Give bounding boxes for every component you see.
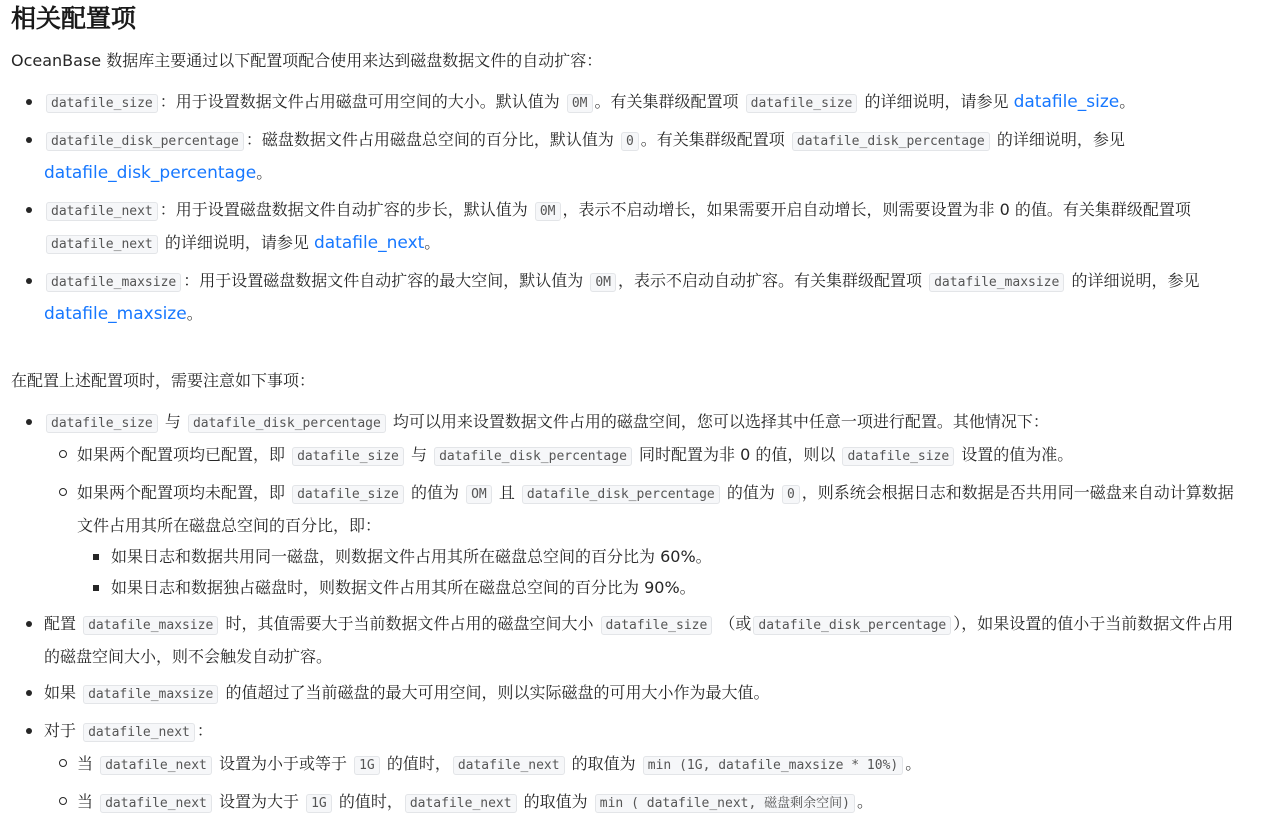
link-datafile-next[interactable]: datafile_next xyxy=(313,233,425,253)
inline-code: 0M xyxy=(590,273,616,292)
inline-code: datafile_maxsize xyxy=(46,273,181,292)
inline-code: datafile_maxsize xyxy=(929,273,1064,292)
section-title: 相关配置项 xyxy=(11,4,137,33)
sub-item-next-le-1g: 当 datafile_next 设置为小于或等于 1G 的值时， datafile_next 的取值为 min (1G, datafile_maxsize * 10%) 。 xyxy=(44,748,1249,781)
list-item-datafile-maxsize: datafile_maxsize ：用于设置磁盘数据文件自动扩容的最大空间，默认值为 0M ，表示不启动自动扩容。有关集群级配置项 datafile_maxsize 的详细说明，参见 datafile_maxsize。 xyxy=(11,265,1249,330)
inline-code: datafile_next xyxy=(46,235,158,254)
inline-code: datafile_maxsize xyxy=(83,685,218,704)
notes-intro-text: 在配置上述配置项时，需要注意如下事项： xyxy=(11,371,316,390)
list-item-datafile-size: datafile_size ：用于设置数据文件占用磁盘可用空间的大小。默认值为 0M 。有关集群级配置项 datafile_size 的详细说明，请参见 datafile_size。 xyxy=(11,86,1249,119)
inline-code: datafile_disk_percentage xyxy=(434,447,632,466)
inline-code: datafile_size xyxy=(842,447,954,466)
sub-list xyxy=(44,439,1249,603)
inline-code: datafile_disk_percentage xyxy=(792,132,990,151)
inline-code: datafile_next xyxy=(100,794,212,813)
sub-sub-list xyxy=(77,541,1249,603)
sub-sub-item-shared-disk: 如果日志和数据共用同一磁盘，则数据文件占用其所在磁盘总空间的百分比为 60%。 xyxy=(77,541,1249,572)
link-datafile-disk-percentage[interactable]: datafile_disk_percentage xyxy=(44,163,257,183)
inline-code: datafile_next xyxy=(46,202,158,221)
inline-code: datafile_size xyxy=(601,616,713,635)
note-item-datafile-next: 对于 datafile_next ： 当 datafile_next 设置为小于或等于 1G 的值时， datafile_next 的取值为 min (1G, datafile_maxsize * 10%) 。 当 datafile_next 设置为大于 1G 的值时， datafile_next 的取值为 min ( datafile_next, 磁盘剩余空间) 。 xyxy=(11,715,1249,819)
inline-code: datafile_size xyxy=(46,414,158,433)
sub-item-neither-configured: 如果两个配置项均未配置，即 datafile_size 的值为 OM 且 datafile_disk_percentage 的值为 0 ，则系统会根据日志和数据是否共用同一磁盘来自动计算数据文件占用其所在磁盘总空间的百分比，即： 如果日志和数据共用同一磁盘，则数据文件占用其所在磁盘总空间的百分比为 60%。 如果日志和数据独占磁盘时，则数据文件占用其所在磁盘总空间的百分比为 90%。 xyxy=(44,477,1249,603)
link-datafile-maxsize[interactable]: datafile_maxsize xyxy=(44,304,187,324)
intro-text: OceanBase 数据库主要通过以下配置项配合使用来达到磁盘数据文件的自动扩容： xyxy=(11,51,603,70)
inline-code: 1G xyxy=(354,756,380,775)
link-datafile-size[interactable]: datafile_size xyxy=(1013,92,1120,112)
inline-code: datafile_disk_percentage xyxy=(46,132,244,151)
inline-code: 0M xyxy=(535,202,561,221)
inline-code: datafile_size xyxy=(292,485,404,504)
inline-code: datafile_maxsize xyxy=(83,616,218,635)
sub-item-both-configured: 如果两个配置项均已配置，即 datafile_size 与 datafile_disk_percentage 同时配置为非 0 的值，则以 datafile_size 设置的值为准。 xyxy=(44,439,1249,472)
inline-code: datafile_next xyxy=(100,756,212,775)
inline-code: 1G xyxy=(306,794,332,813)
list-item-datafile-disk-percentage: datafile_disk_percentage ：磁盘数据文件占用磁盘总空间的百分比，默认值为 0 。有关集群级配置项 datafile_disk_percentage 的详细说明，参见 datafile_disk_percentage。 xyxy=(11,124,1249,189)
inline-code: datafile_disk_percentage xyxy=(522,485,720,504)
sub-item-next-gt-1g: 当 datafile_next 设置为大于 1G 的值时， datafile_next 的取值为 min ( datafile_next, 磁盘剩余空间) 。 xyxy=(44,786,1249,819)
inline-code: datafile_next xyxy=(453,756,565,775)
inline-code: min ( datafile_next, 磁盘剩余空间) xyxy=(595,794,855,813)
sub-sub-item-dedicated-disk: 如果日志和数据独占磁盘时，则数据文件占用其所在磁盘总空间的百分比为 90%。 xyxy=(77,572,1249,603)
inline-code: datafile_disk_percentage xyxy=(188,414,386,433)
note-item-maxsize-exceeds: 如果 datafile_maxsize 的值超过了当前磁盘的最大可用空间，则以实际磁盘的可用大小作为最大值。 xyxy=(11,677,1249,710)
sub-list xyxy=(44,748,1249,819)
inline-code: datafile_size xyxy=(292,447,404,466)
note-item-size-or-percentage: datafile_size 与 datafile_disk_percentage 均可以用来设置数据文件占用的磁盘空间，您可以选择其中任意一项进行配置。其他情况下： 如果两个配置项均已配置，即 datafile_size 与 datafile_disk_percentage 同时配置为非 0 的值，则以 datafile_size 设置的值为准。 如果两个配置项均未配置，即 datafile_size 的值为 OM 且 datafile_disk_percentage 的值为 0 ，则系统会根据日志和数据是否共用同一磁盘来自动计算数据文件占用其所在磁盘总空间的百分比，即： 如果日志和数据共用同一磁盘，则数据文件占用其所在磁盘总空间的百分比为 60%。 如果日志和数据独占磁盘时，则数据文件占用其所在磁盘总空间的百分比为 90%。 xyxy=(11,406,1249,603)
inline-code: 0M xyxy=(567,94,593,113)
list-item-datafile-next: datafile_next ：用于设置磁盘数据文件自动扩容的步长，默认值为 0M ，表示不启动增长，如果需要开启自动增长，则需要设置为非 0 的值。有关集群级配置项 datafile_next 的详细说明，请参见 datafile_next。 xyxy=(11,194,1249,260)
config-param-list xyxy=(11,86,1249,330)
inline-code: datafile_next xyxy=(405,794,517,813)
inline-code: datafile_disk_percentage xyxy=(753,616,951,635)
inline-code: 0 xyxy=(621,132,639,151)
note-item-maxsize: 配置 datafile_maxsize 时，其值需要大于当前数据文件占用的磁盘空间大小 datafile_size （或 datafile_disk_percentage ），如果设置的值小于当前数据文件占用的磁盘空间大小，则不会触发自动扩容。 xyxy=(11,608,1249,672)
inline-code: datafile_size xyxy=(46,94,158,113)
inline-code: datafile_next xyxy=(83,723,195,742)
inline-code: datafile_size xyxy=(746,94,858,113)
inline-code: min (1G, datafile_maxsize * 10%) xyxy=(643,756,903,775)
inline-code: 0 xyxy=(782,485,800,504)
inline-code: OM xyxy=(466,485,492,504)
notes-list xyxy=(11,406,1249,819)
